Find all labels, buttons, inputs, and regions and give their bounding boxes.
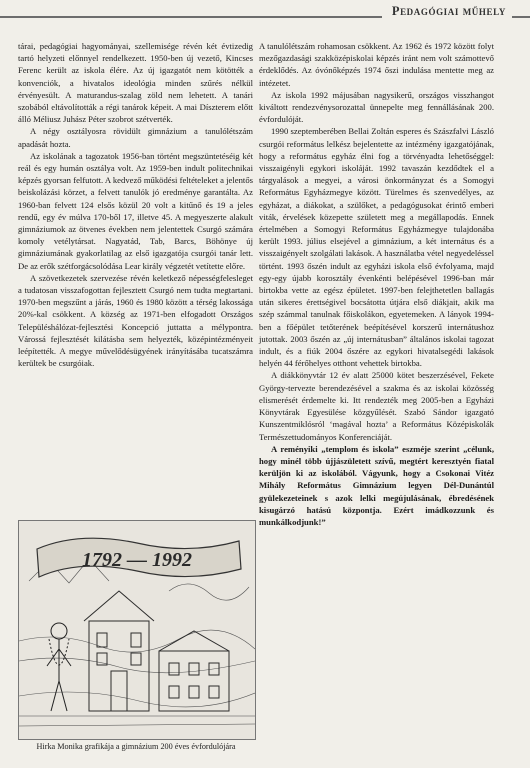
left-paragraph: tárai, pedagógiai hagyományai, szellemisége révén két évtizedig tartó helyzeti előnnyel rendelkezett. 1950-ben új vezető, Kincses Ferenc került az iskola élére. Az új igazgatót nem kötötték a konvenciók, a hivatalos ideológia minden szűrés nélkül érvényesült. A maturandus-szalag zöld nem lehetett. A tanári szobából eltávolították a régi tanárok képeit. A mai Díszterem előtt álló Méliusz Juhász Péter szobrot szétverték. (18, 41, 253, 125)
anniversary-drawing (19, 521, 255, 739)
right-paragraph: A diákkönyvtár 12 év alatt 25000 kötet beszerzésével, Fekete György-tervezte berendezésével a szakma és az iskolai közösség elismerését érdemelte ki. Itt rendezték meg 2005-ben a Egyházi Könyvtárak Egyesülése közgyűlését. Szabó Sándor igazgató Kunszentmiklósról ‘magával hozta’ a Református Középiskolák Természettudományos Konferenciáját. (259, 370, 494, 442)
left-column (18, 40, 253, 369)
right-paragraph: 1990 szeptemberében Bellai Zoltán esperes és Szászfalvi László csurgói református lelkész bejelentette az intézmény igazgatójának, hogy a református egyház élni fog a törvényadta lehetőséggel: visszaigényli egykori iskoláját. 1992 tavaszán kezdődtek el a tárgyalások a megyei, a városi önkormányzat és a Somogyi Református Egyházmegye között. Türelmes és szenvedélyes, az egyházat, a diákokat, a szülőket, a pedagógusokat érintő emberi viták, érvelések közepette született meg a megállapodás. Ennek értelmében a Somogyi Református Egyházmegye tulajdonába került 1993. július elsejével a gimnázium, a két internátus és a visszaigényelt szolgálati lakások. A használatba vétel negyedeléssel történt. 1993 őszén indult az egyházi iskola első évfolyama, majd egy-egy újabb korosztály évenkénti belépésével 1996-ban már birtokba vette az egész épületet. 1997-ben felejthetetlen ballagás után sikeres érettségivel bocsátotta útjára első diákjait, akik ma szép számmal tanulnak főiskolákon, egyetemeken. A lányok 1994-ben a főépület tetőterének beépítésével korszerű internátushoz jutottak. 2003 őszén az „új internátusban” általános iskolai tagozat indult, és a fiúk 2004 őszére az egykori hivatalsegédi lakások helyén 44 férőhelyes otthont vehettek birtokba. (259, 126, 494, 369)
illustration-caption: Hirka Monika grafikája a gimnázium 200 éves évfordulójára (36, 742, 236, 751)
right-paragraph: A reményiki „templom és iskola” eszméje szerint „célunk, hogy minél több újjászületett szívű, megtért keresztyén fiatal kerüljön ki az iskolából. Vágyunk, hogy a Csokonai Vitéz Mihály Református Gimnázium legyen Dél-Dunántúl gyülekezeteinek s azok lelki megújulásának, ébredésének kisugárzó hatású központja. Ezért imádkozzunk és munkálkodjunk!” (259, 443, 494, 527)
left-paragraph: A négy osztályosra rövidült gimnázium a tanulólétszám apadását hozta. (18, 126, 253, 149)
left-paragraph: Az iskolának a tagozatok 1956-ban történt megszüntetéséig két reál és egy humán osztálya volt. Az 1959-ben indult politechnikai képzés gyorsan felfutott. A kedvező működési feltételeket a jelentős beiskolázási körzet, a felvett tanulók jó eredménye garantálta. Az 1960-ban felvett 124 elsős közül 20 volt a kitűnő és 19 a jeles rendű, egy év múlva 170-ből 17, illetve 45. A megyeszerte alakult gimnáziumok az ötvenes években nem jelentettek Csurgó számára komoly vetélytársat. Nagyatád, Tab, Barcs, Böhönye új gimnáziumának gyakorlatilag az első igazgatója csurgói tanár lett. De az erők szétforgácsolódása Lear király végzetét vetítette előre. (18, 150, 253, 271)
banner-text: 1792 — 1992 (82, 549, 192, 571)
right-paragraph: Az iskola 1992 májusában nagysikerű, országos visszhangot kiváltott rendezvénysorozattal ünnepelte meg fennállásának 200. évfordulóját. (259, 89, 494, 125)
page-header (0, 0, 530, 28)
section-title: Pedagógiai műhely (382, 4, 512, 19)
right-paragraph: A tanulólétszám rohamosan csökkent. Az 1962 és 1972 között folyt mezőgazdasági szakközépiskolai képzés iránt nem volt számottevő érdeklődés. Az óvónőképzés 1974 őszi indulása mentette meg az intézetet. (259, 41, 494, 88)
illustration (18, 520, 256, 740)
left-paragraph: A szövetkezetek szervezése révén keletkező népességfelesleget a tudatosan visszafogottan fejlesztett Csurgó nem tudta megtartani. 1970-ben megszűnt a járás, 1960 és 1980 között a térség lakossága 20%-kal csökkent. A község az 1971-ben elfogadott Országos Településhálózat-fejlesztési Koncepció juttatta a mélypontra. Várossá fejlesztését kilátásba sem helyezték, középintézményeit leépítették. A megye művelődésügyének irányításába tucatszámra kerültek be csurgóiak. (18, 272, 253, 369)
right-column (259, 40, 494, 528)
